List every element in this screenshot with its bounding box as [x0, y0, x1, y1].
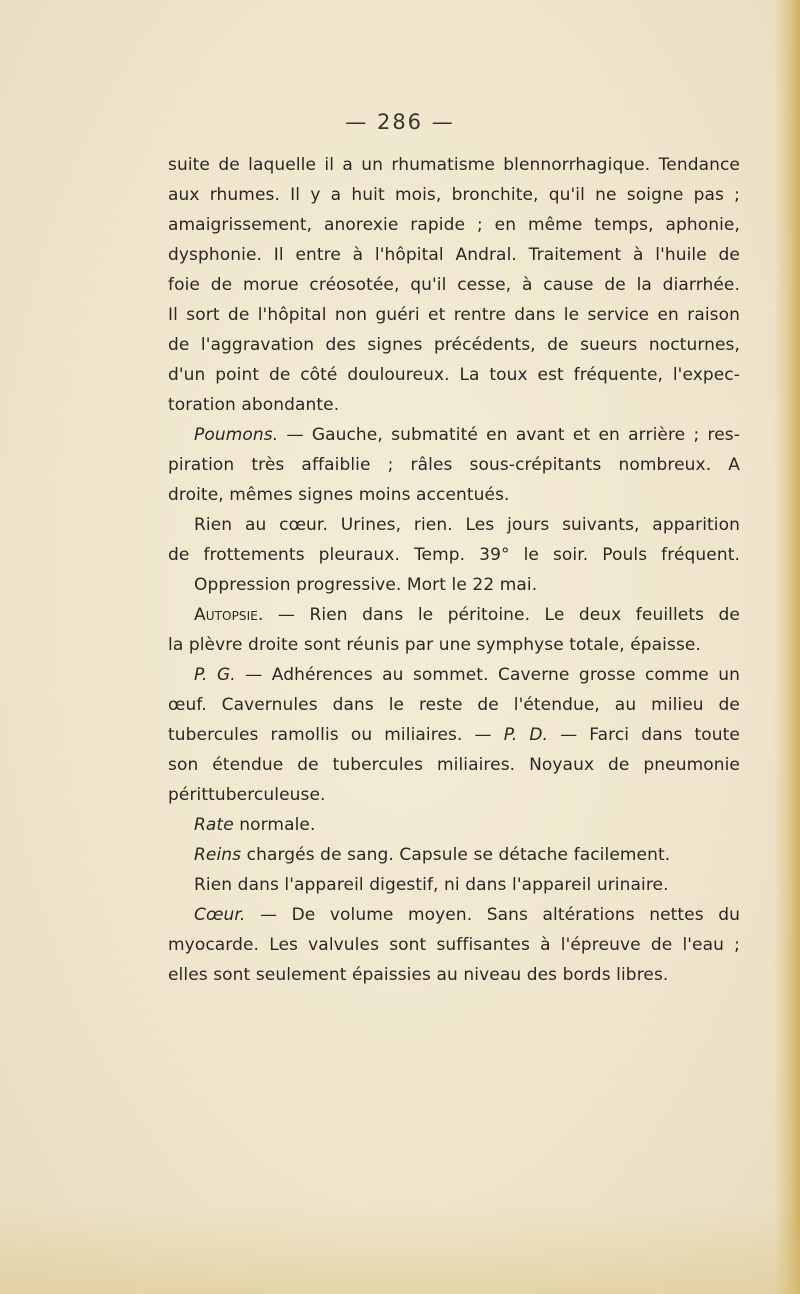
text-line: d'un point de côté douloureux. La toux est fréquente, l'expec- [168, 365, 740, 385]
text-line-pg: P. G. — Adhérences au sommet. Caverne grosse comme un [194, 665, 741, 685]
text-line-poumons: Poumons. — Gauche, submatité en avant et en arrière ; res- [194, 425, 740, 445]
text-line: droite, mêmes signes moins accentués. [168, 485, 510, 505]
text-line: dysphonie. Il entre à l'hôpital Andral. Traitement à l'huile de [168, 245, 740, 265]
section-label-coeur: Cœur. [194, 905, 246, 925]
page-bottom-shading [0, 1204, 800, 1294]
text-line: Oppression progressive. Mort le 22 mai. [194, 575, 538, 595]
text-line: Rien au cœur. Urines, rien. Les jours suivants, apparition [194, 515, 740, 535]
text-line: de l'aggravation des signes précédents, de sueurs nocturnes, [168, 335, 740, 355]
text-line: myocarde. Les valvules sont suffisantes à l'épreuve de l'eau ; [168, 935, 740, 955]
text-line-pd: tubercules ramollis ou miliaires. — P. D. — Farci dans toute [168, 725, 740, 745]
text-line: son étendue de tubercules miliaires. Noyaux de pneumonie [168, 755, 740, 775]
page-edge-shading [774, 0, 800, 1294]
section-label-autopsie: Autopsie. [194, 605, 264, 625]
text-line: toration abondante. [168, 395, 340, 415]
page-number: — 286 — [345, 110, 455, 134]
section-label-pg: P. G. [194, 665, 236, 685]
section-label-poumons: Poumons. [194, 425, 279, 445]
text-line-autopsie: Autopsie. — Rien dans le péritoine. Le deux feuillets de [194, 605, 740, 625]
text-line: amaigrissement, anorexie rapide ; en même temps, aphonie, [168, 215, 740, 235]
text-line: suite de laquelle il a un rhumatisme blennorrhagique. Tendance [168, 155, 740, 175]
text-line: Il sort de l'hôpital non guéri et rentre dans le service en raison [168, 305, 740, 325]
section-label-rate: Rate [194, 815, 234, 835]
text-line: de frottements pleuraux. Temp. 39° le soir. Pouls fréquent. [168, 545, 740, 565]
section-label-pd: P. D. [503, 725, 549, 745]
text-line: aux rhumes. Il y a huit mois, bronchite, qu'il ne soigne pas ; [168, 185, 740, 205]
body-text [168, 150, 740, 990]
text-line: œuf. Cavernules dans le reste de l'étendue, au milieu de [168, 695, 740, 715]
text-line: elles sont seulement épaissies au niveau des bords libres. [168, 965, 669, 985]
text-line: piration très affaiblie ; râles sous-crépitants nombreux. A [168, 455, 740, 475]
text-line: la plèvre droite sont réunis par une symphyse totale, épaisse. [168, 635, 701, 655]
text-line: foie de morue créosotée, qu'il cesse, à cause de la diarrhée. [168, 275, 740, 295]
text-line: Rien dans l'appareil digestif, ni dans l'appareil urinaire. [194, 875, 669, 895]
text-line-coeur: Cœur. — De volume moyen. Sans altérations nettes du [194, 905, 740, 925]
text-line-reins: Reins chargés de sang. Capsule se détache facilement. [194, 845, 671, 865]
text-line-rate: Rate normale. [194, 815, 316, 835]
text-line: périttuberculeuse. [168, 785, 326, 805]
section-label-reins: Reins [194, 845, 242, 865]
